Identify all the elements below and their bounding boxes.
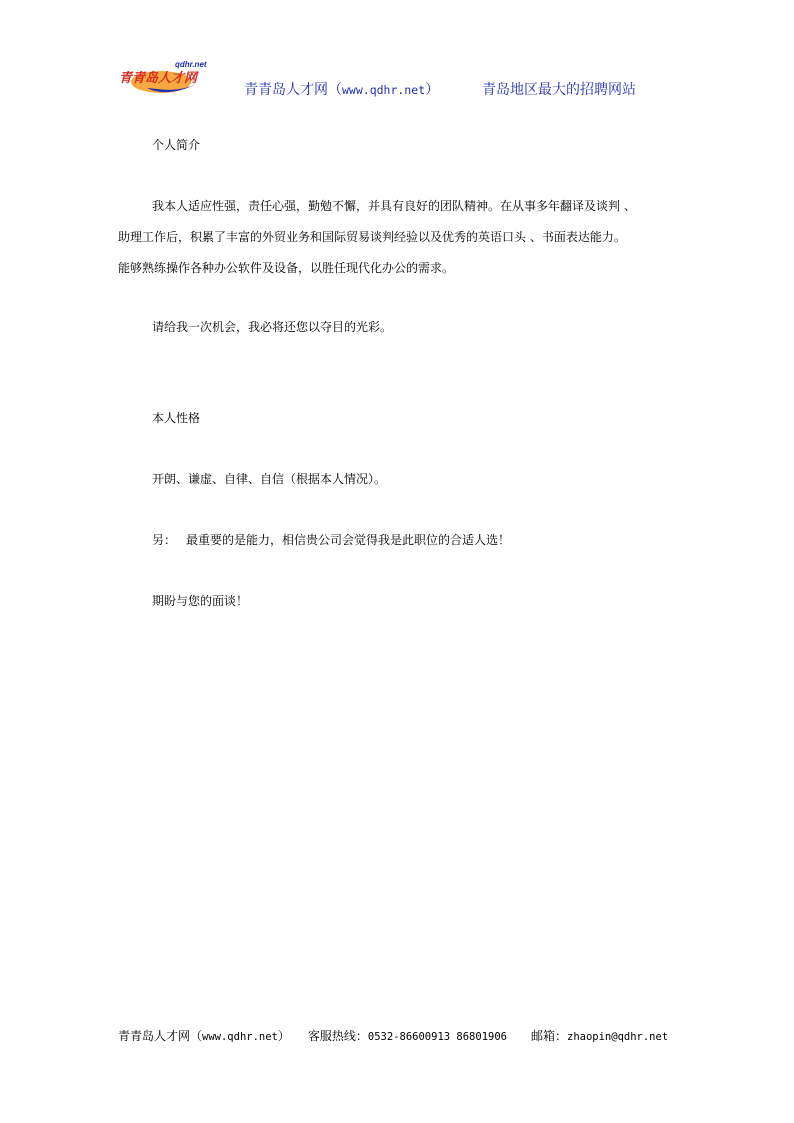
footer-site-url[interactable]: www.qdhr.net bbox=[202, 1031, 278, 1043]
intro-heading: 个人简介 bbox=[152, 138, 201, 152]
footer-hotline-label: 客服热线： bbox=[307, 1029, 368, 1043]
header-slogan: 青岛地区最大的招聘网站 bbox=[482, 82, 636, 98]
header-site-url[interactable]: www.qdhr.net bbox=[342, 83, 426, 97]
request-line: 请给我一次机会，我必将还您以夺目的光彩。 bbox=[152, 320, 393, 334]
other-text: 最重要的是能力，相信贵公司会觉得我是此职位的合适人选！ bbox=[186, 533, 511, 547]
footer-email[interactable]: zhaopin@qdhr.net bbox=[567, 1031, 669, 1043]
logo-graphic bbox=[117, 58, 209, 96]
closing-line: 期盼与您的面谈！ bbox=[152, 594, 249, 608]
footer-site-name: 青青岛人才网（ bbox=[118, 1029, 203, 1043]
footer-email-label: 邮箱： bbox=[530, 1029, 567, 1043]
page-footer bbox=[118, 1027, 668, 1044]
site-logo bbox=[117, 58, 209, 96]
other-label: 另： bbox=[152, 533, 177, 547]
logo-main-text: 青青岛人才网 bbox=[119, 71, 198, 86]
intro-paragraph-line-2: 助理工作后，积累了丰富的外贸业务和国际贸易谈判经验以及优秀的英语口头 、书面表达能力。 bbox=[118, 230, 626, 244]
intro-paragraph-line-1: 我本人适应性强，责任心强，勤勉不懈，并具有良好的团队精神。在从事多年翻译及谈判 、 bbox=[152, 199, 636, 213]
logo-top-text: qdhr.net bbox=[175, 60, 207, 69]
footer-site-close: ） bbox=[277, 1029, 290, 1043]
other-note bbox=[152, 533, 712, 547]
footer-hotline-numbers: 0532-86600913 86801906 bbox=[367, 1031, 507, 1043]
header-site-title[interactable] bbox=[244, 79, 439, 99]
intro-paragraph-line-3: 能够熟练操作各种办公软件及设备，以胜任现代化办公的需求。 bbox=[118, 261, 455, 275]
header-site-name: 青青岛人才网（ bbox=[244, 82, 342, 98]
header-site-close: ） bbox=[425, 82, 440, 98]
personality-heading: 本人性格 bbox=[152, 411, 201, 425]
personality-line: 开朗、谦虚、自律、自信（根据本人情况）。 bbox=[152, 472, 387, 486]
